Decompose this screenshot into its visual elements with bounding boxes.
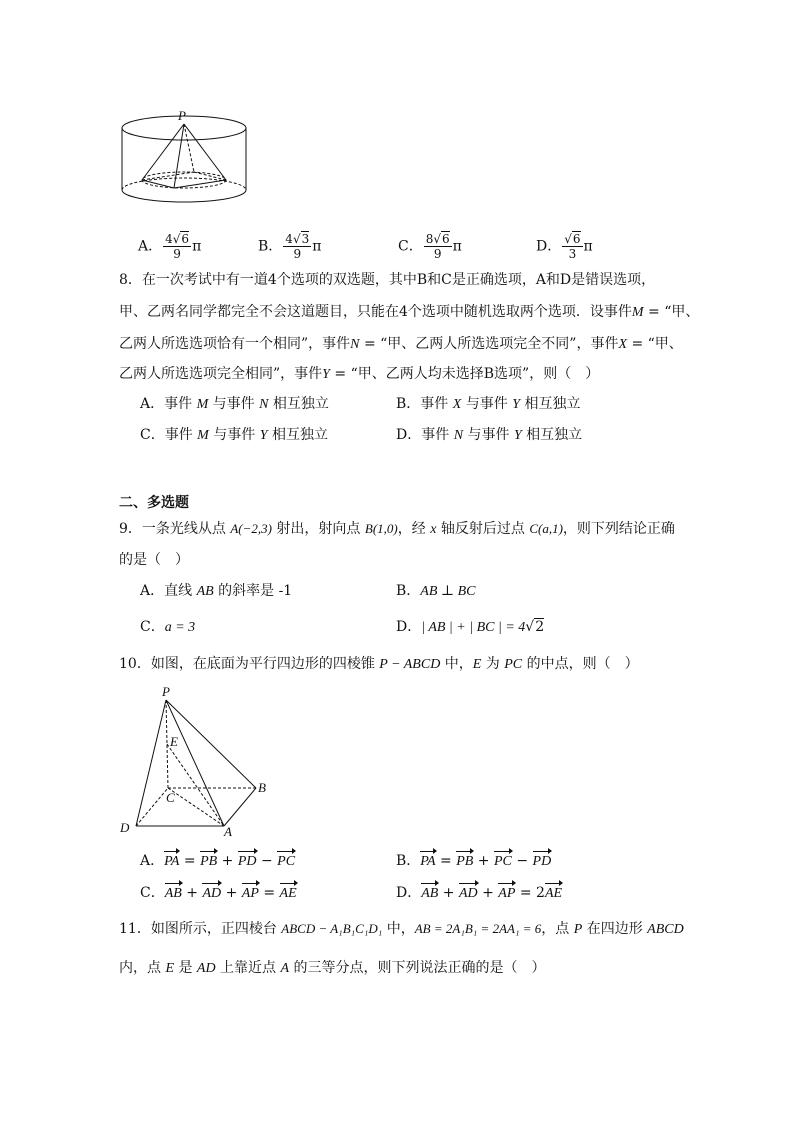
fig-label-p: P — [162, 684, 170, 699]
q8-line2: 甲、乙两名同学都完全不会这道题目，只能在4个选项中随机选取两个选项．设事件M = “甲、 — [119, 304, 700, 320]
q10-option-b: B．PA = PB + PC − PD — [396, 851, 551, 872]
q10-option-d: D．AB + AD + AP = 2AE — [396, 883, 562, 904]
fig-label-b: B — [258, 780, 266, 795]
q8-line3: 乙两人所选选项恰有一个相同”，事件N = “甲、乙两人所选选项完全不同”，事件X = “甲、 — [119, 336, 683, 352]
q8-option-b: B．事件 X 与事件 Y 相互独立 — [396, 396, 581, 412]
q8-option-a: A．事件 M 与事件 N 相互独立 — [140, 396, 329, 412]
q8-option-d: D．事件 N 与事件 Y 相互独立 — [396, 427, 583, 443]
q7-option-b: B． $\frac{4√3}{9}$ π — [258, 232, 322, 261]
q11-line1: 11．如图所示，正四棱台 ABCD − A₁B₁C₁D₁ 中，AB = 2A₁B₁ = 2AA₁ = 6，点 P 在四边形 ABCD — [119, 921, 684, 937]
q9-line1: 9．一条光线从点 A(−2,3) 射出，射向点 B(1,0)，经 x 轴反射后过点 C(a,1)，则下列结论正确 — [119, 521, 675, 537]
q8-line1: 8．在一次考试中有一道4个选项的双选题，其中B和C是正确选项，A和D是错误选项， — [119, 272, 656, 288]
q11-line2: 内，点 E 是 AD 上靠近点 A 的三等分点，则下列说法正确的是（ ） — [119, 960, 546, 976]
q7-option-c: C． $\frac{8√6}{9}$ π — [398, 232, 462, 261]
q8-option-c: C．事件 M 与事件 Y 相互独立 — [140, 427, 328, 443]
q9-option-d: D．| AB | + | BC | = 4√2 — [396, 619, 545, 635]
q10-stem: 10．如图，在底面为平行四边形的四棱锥 P − ABCD 中，E 为 PC 的中点，则（ ） — [119, 656, 639, 672]
pyramid-figure — [116, 684, 276, 840]
section-heading: 二、多选题 — [119, 495, 189, 511]
fig-label-d: D — [120, 820, 130, 835]
fig-label-a: A — [224, 824, 232, 839]
q8-line4: 乙两人所选选项完全相同”，事件Y = “甲、乙两人均未选择B选项”，则（ ） — [119, 366, 600, 382]
q9-option-c: C．a = 3 — [140, 619, 196, 635]
q9-option-a: A．直线 AB 的斜率是 -1 — [140, 583, 293, 599]
fig-label-p: P — [178, 108, 186, 123]
q7-option-a: A． $\frac{4√6}{9}$ π — [138, 232, 202, 261]
fig-label-c: C — [166, 790, 175, 805]
q10-option-a: A．PA = PB + PD − PC — [140, 851, 295, 872]
cylinder-pyramid-figure — [116, 108, 256, 208]
q10-option-c: C．AB + AD + AP = AE — [140, 883, 297, 904]
q9-line2: 的是（ ） — [119, 552, 189, 568]
q7-option-d: D． $\frac{√6}{3}$ π — [536, 232, 593, 261]
fig-label-e: E — [170, 734, 178, 749]
q9-option-b: B．AB ⊥ BC — [396, 583, 476, 599]
